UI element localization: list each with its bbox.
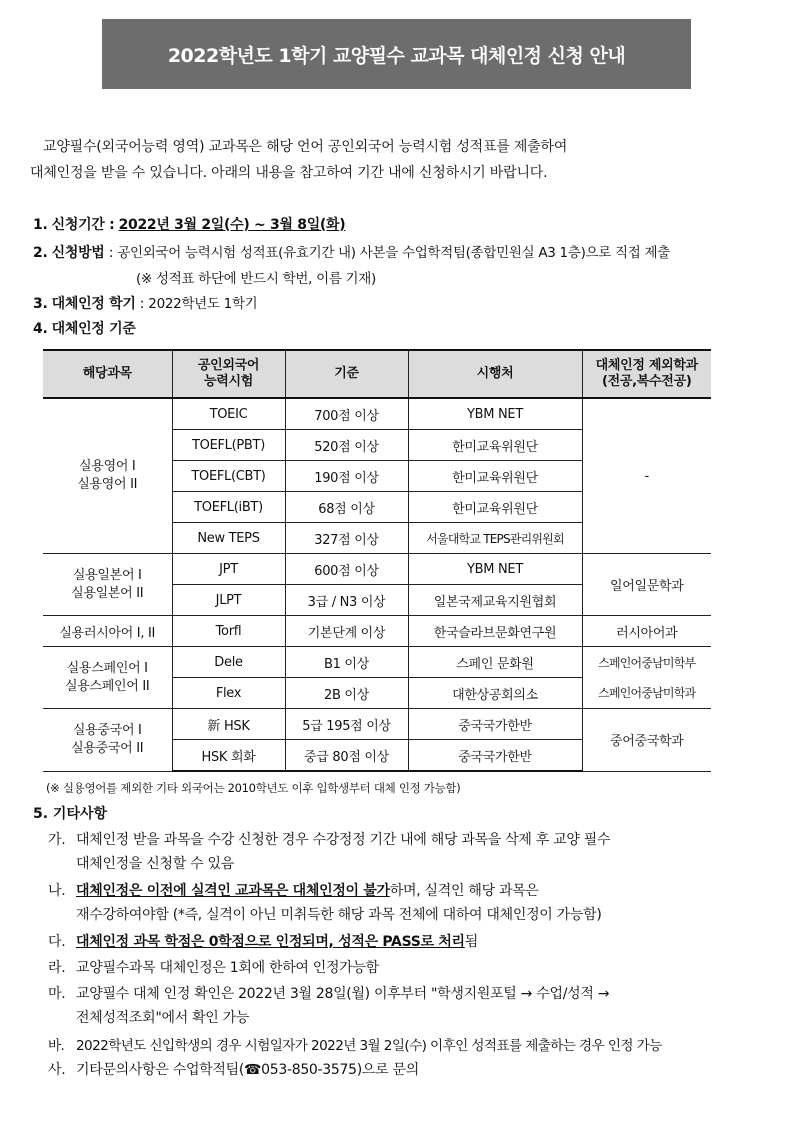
exam-cell: TOEFL(iBT) [172, 492, 285, 523]
table-row [43, 554, 711, 585]
exam-cell: TOEIC [172, 398, 285, 430]
table-footnote: (※ 실용영어를 제외한 기타 외국어는 2010학년도 이후 입학생부터 대체 인정 가능함) [46, 781, 461, 795]
exam-cell: Flex [172, 678, 285, 709]
criteria-cell: 중급 80점 이상 [285, 740, 408, 772]
application-method-note: (※ 성적표 하단에 반드시 학번, 이름 기재) [136, 271, 376, 287]
org-cell: 서울대학교 TEPS관리위원회 [408, 523, 582, 554]
section-application-period: 1. 신청기간 : 2022년 3월 2일(수) ~ 3월 8일(화) [33, 217, 346, 233]
etc-item-ga: 가. 대체인정 받을 과목을 수강 신청한 경우 수강정정 기간 내에 해당 과목을 삭제 후 교양 필수 대체인정을 신청할 수 있음 [48, 832, 611, 872]
etc-item-ba: 바. 2022학년도 신입학생의 경우 시험일자가 2022년 3월 2일(수) 이후인 성적표를 제출하는 경우 인정 가능 [48, 1038, 662, 1054]
criteria-cell: 3급 / N3 이상 [285, 585, 408, 616]
application-method-value: 공인외국어 능력시험 성적표(유효기간 내) 사본을 수업학적팀(종합민원실 A3 1층)으로 직접 제출 [117, 245, 670, 261]
etc-item-sa: 사. 기타문의사항은 수업학적팀(☎053-850-3575)으로 문의 [48, 1062, 419, 1078]
subject-cell-russian: 실용러시아어 I, II [43, 616, 172, 647]
exam-cell: 新 HSK [172, 709, 285, 740]
header-criteria: 기준 [285, 350, 408, 398]
section-heading: 대체인정 학기 [51, 296, 136, 312]
section-heading: 대체인정 기준 [51, 321, 136, 337]
intro-paragraph [30, 134, 770, 186]
excluded-cell-japanese: 일어일문학과 [582, 554, 711, 616]
etc-item-ma: 마. 교양필수 대체 인정 확인은 2022년 3월 28일(월) 이후부터 "학생지원포털 → 수업/성적 → 전체성적조회"에서 확인 가능 [48, 986, 610, 1026]
subject-cell-english: 실용영어 I 실용영어 II [43, 398, 172, 554]
section-heading: 신청방법 [51, 245, 105, 261]
org-cell: 한미교육위원단 [408, 492, 582, 523]
page-title: 2022학년도 1학기 교양필수 교과목 대체인정 신청 안내 [102, 19, 691, 89]
header-exam: 공인외국어 능력시험 [172, 350, 285, 398]
semester-value: 2022학년도 1학기 [148, 296, 258, 312]
table-row [43, 709, 711, 740]
org-cell: YBM NET [408, 554, 582, 585]
criteria-table [43, 349, 711, 772]
criteria-cell: 520점 이상 [285, 430, 408, 461]
table-header-row [43, 350, 711, 398]
exam-cell: TOEFL(PBT) [172, 430, 285, 461]
exam-cell: Dele [172, 647, 285, 678]
intro-line-1: 교양필수(외국어능력 영역) 교과목은 해당 언어 공인외국어 능력시험 성적표를 제출하여 [43, 139, 568, 155]
section-application-method: 2. 신청방법 : 공인외국어 능력시험 성적표(유효기간 내) 사본을 수업학적팀(종합민원실 A3 1층)으로 직접 제출 [33, 245, 670, 261]
criteria-cell: 2B 이상 [285, 678, 408, 709]
org-cell: 중국국가한반 [408, 740, 582, 772]
exam-cell: New TEPS [172, 523, 285, 554]
criteria-cell: 5급 195점 이상 [285, 709, 408, 740]
criteria-cell: 700점 이상 [285, 398, 408, 430]
header-org: 시행처 [408, 350, 582, 398]
exam-cell: JPT [172, 554, 285, 585]
exam-cell: Torfl [172, 616, 285, 647]
exam-cell: TOEFL(CBT) [172, 461, 285, 492]
na-emphasis: 대체인정은 이전에 실격인 교과목은 대체인정이 불가 [76, 883, 390, 899]
excluded-cell-english: - [582, 398, 711, 554]
criteria-cell: 190점 이상 [285, 461, 408, 492]
exam-cell: JLPT [172, 585, 285, 616]
org-cell: 중국국가한반 [408, 709, 582, 740]
etc-title: 5. 기타사항 [33, 806, 108, 822]
section-semester: 3. 대체인정 학기 : 2022학년도 1학기 [33, 296, 258, 312]
org-cell: 한미교육위원단 [408, 461, 582, 492]
subject-cell-spanish: 실용스페인어 I 실용스페인어 II [43, 647, 172, 709]
criteria-cell: B1 이상 [285, 647, 408, 678]
application-period-value: 2022년 3월 2일(수) ~ 3월 8일(화) [118, 217, 346, 233]
intro-line-2: 대체인정을 받을 수 있습니다. 아래의 내용을 참고하여 기간 내에 신청하시기 바랍니다. [30, 165, 548, 181]
exam-cell: HSK 회화 [172, 740, 285, 772]
org-cell: 한미교육위원단 [408, 430, 582, 461]
da-emphasis: 대체인정 과목 학점은 0학점으로 인정되며, 성적은 PASS로 처리 [76, 934, 465, 950]
excluded-cell-spanish: 스페인어중남미학부 스페인어중남미학과 [582, 647, 711, 709]
section-criteria: 4. 대체인정 기준 [33, 321, 136, 337]
section-heading: 신청기간 : [51, 217, 115, 233]
criteria-cell: 68점 이상 [285, 492, 408, 523]
criteria-cell: 기본단계 이상 [285, 616, 408, 647]
table-row [43, 616, 711, 647]
criteria-cell: 600점 이상 [285, 554, 408, 585]
subject-cell-chinese: 실용중국어 I 실용중국어 II [43, 709, 172, 772]
org-cell: YBM NET [408, 398, 582, 430]
org-cell: 대한상공회의소 [408, 678, 582, 709]
table-row [43, 398, 711, 430]
header-subject: 해당과목 [43, 350, 172, 398]
table-row [43, 647, 711, 678]
criteria-cell: 327점 이상 [285, 523, 408, 554]
etc-item-na: 나. 대체인정은 이전에 실격인 교과목은 대체인정이 불가하며, 실격인 해당 과목은 재수강하여야함 (*즉, 실격이 아닌 미취득한 해당 과목 전체에 대하여 대체인정이 가능함) [48, 883, 602, 923]
header-excluded: 대체인정 제외학과 (전공,복수전공) [582, 350, 711, 398]
org-cell: 스페인 문화원 [408, 647, 582, 678]
excluded-cell-russian: 러시아어과 [582, 616, 711, 647]
etc-item-da: 다. 대체인정 과목 학점은 0학점으로 인정되며, 성적은 PASS로 처리됨 [48, 934, 479, 950]
org-cell: 일본국제교육지원협회 [408, 585, 582, 616]
excluded-cell-chinese: 중어중국학과 [582, 709, 711, 772]
subject-cell-japanese: 실용일본어 I 실용일본어 II [43, 554, 172, 616]
etc-item-ra: 라. 교양필수과목 대체인정은 1회에 한하여 인정가능함 [48, 960, 379, 976]
org-cell: 한국슬라브문화연구원 [408, 616, 582, 647]
